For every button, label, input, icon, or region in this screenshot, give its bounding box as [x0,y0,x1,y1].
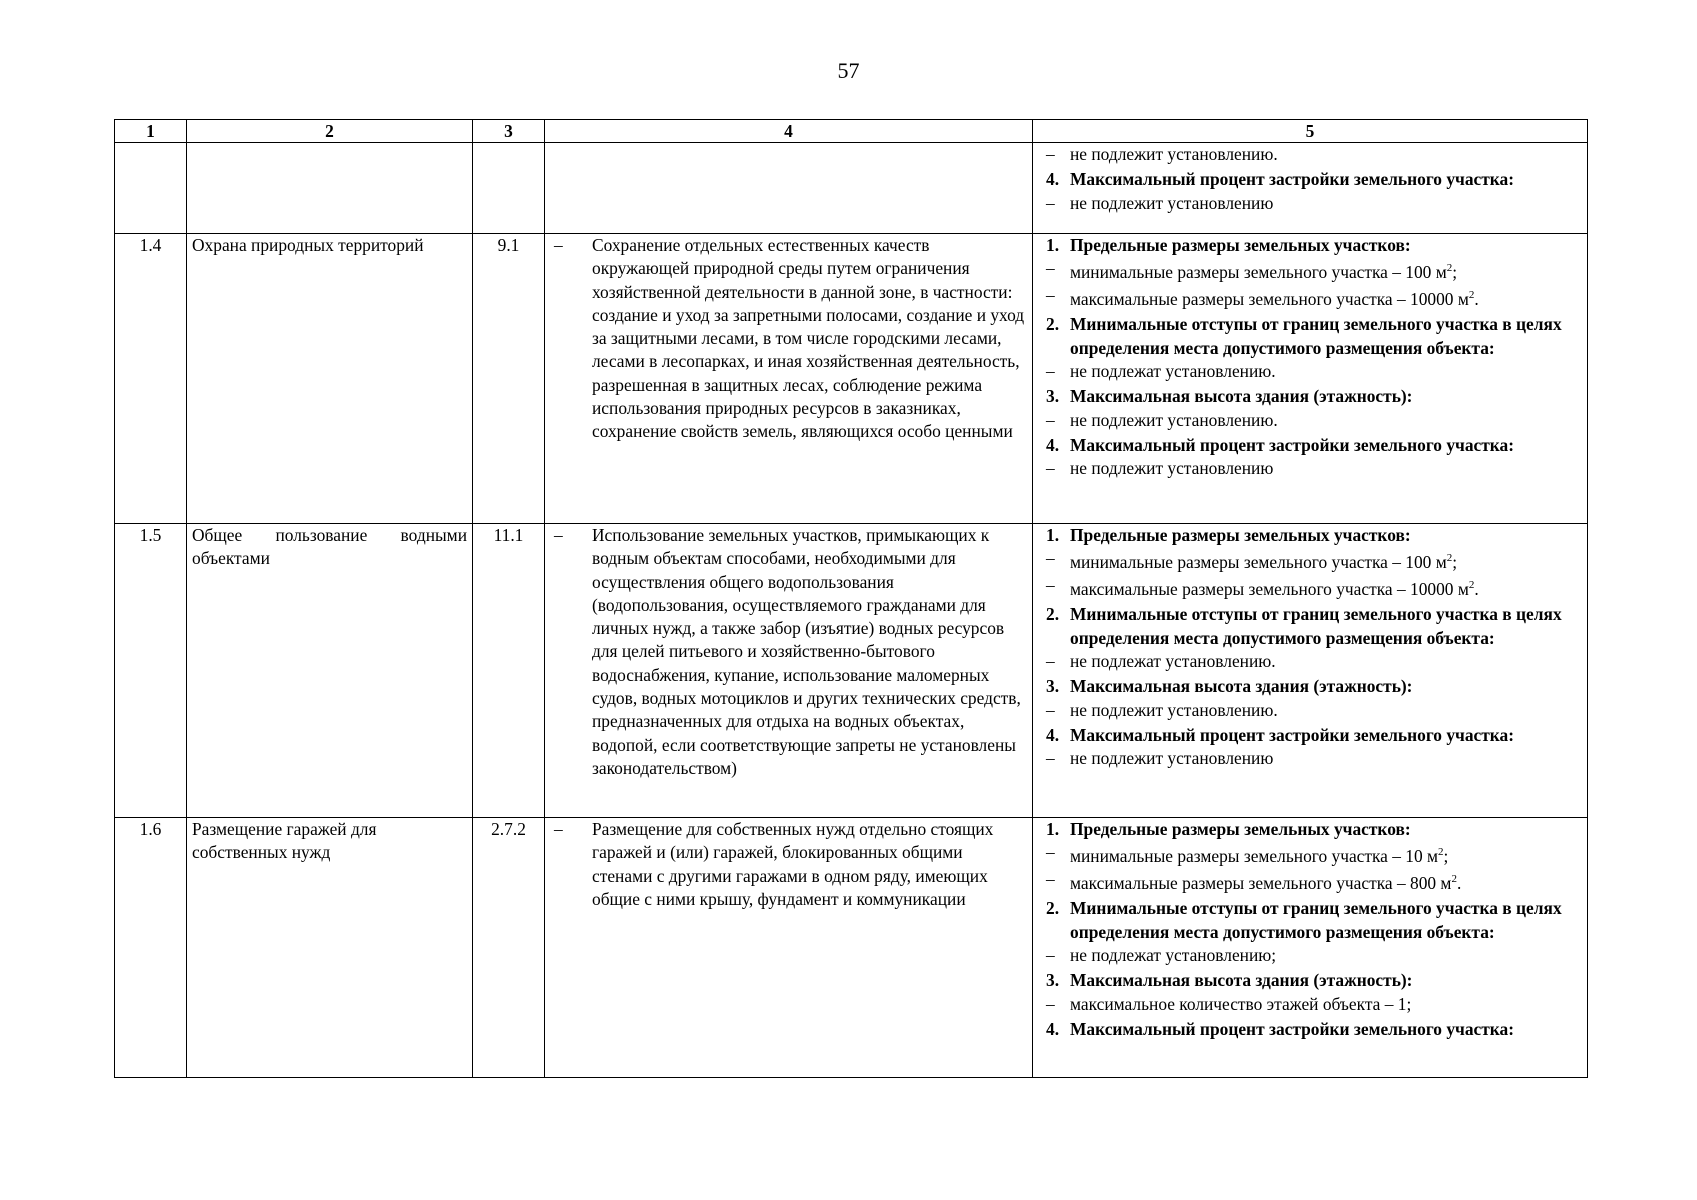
parameter-dash: – [1046,993,1055,1014]
parameter-text-wrap [1070,675,1582,698]
parameter-text-wrap [1070,547,1582,574]
parameter-text-wrap [1070,574,1582,601]
parameter-dash: – [1046,748,1055,769]
use-type-name: Размещение гаражей для собственных нужд [187,818,473,1078]
parameter-text-wrap [1070,724,1582,747]
parameter-text: Максимальный процент застройки земельного участка: [1070,1018,1515,1039]
table-row [115,524,1588,818]
parameter-dash: – [1046,458,1055,479]
description-dash: – [554,235,563,255]
parameter-dash: – [1046,258,1055,279]
parameter-dash: – [1046,285,1055,306]
parameters-cell [1033,143,1588,234]
parameter-text-wrap [1070,944,1582,967]
table-row [115,234,1588,524]
parameter-dash: – [1046,409,1055,430]
parameter-item [1038,650,1582,673]
parameter-text: Предельные размеры земельных участков: [1070,525,1411,545]
superscript: 2 [1438,846,1444,859]
parameter-number: 4. [1046,434,1060,455]
parameter-text-wrap [1070,143,1582,166]
table-row [115,818,1588,1078]
parameter-text-wrap [1070,524,1582,547]
parameter-number: 2. [1046,898,1060,919]
parameter-number: 1. [1046,235,1060,255]
parameter-text: Максимальный процент застройки земельного участка: [1070,434,1515,455]
parameter-dash: – [1046,651,1055,672]
parameter-text: не подлежат установлению. [1070,361,1276,382]
parameter-text-wrap [1070,385,1582,408]
parameter-text: не подлежит установлению. [1070,409,1278,430]
parameter-text: Предельные размеры земельных участков: [1070,235,1411,255]
header-col-5: 5 [1033,120,1588,143]
parameter-heading [1038,524,1582,547]
use-type-name: Общее пользование водными объектами [187,524,473,818]
superscript: 2 [1451,873,1457,886]
parameters-cell [1033,524,1588,818]
parameter-text-wrap [1070,192,1582,215]
parameter-heading [1038,897,1582,944]
parameter-text: Максимальная высота здания (этажность): [1070,676,1413,697]
parameter-item [1038,841,1582,868]
parameter-text-wrap [1070,257,1582,284]
parameter-text: не подлежат установлению; [1070,945,1277,966]
parameter-number: 2. [1046,604,1060,625]
parameter-text-wrap [1070,603,1582,650]
parameter-number: 1. [1046,819,1060,839]
parameter-text: минимальные размеры земельного участка – 10 м [1070,846,1439,867]
parameter-text: Максимальный процент застройки земельного участка: [1070,724,1515,745]
parameter-text: Предельные размеры земельных участков: [1070,819,1411,839]
parameter-dash: – [1046,548,1055,569]
parameter-heading [1038,234,1582,257]
parameter-dash: – [1046,192,1055,213]
parameters-cell [1033,818,1588,1078]
use-type-name [187,143,473,234]
parameter-item [1038,360,1582,383]
parameter-text: Максимальная высота здания (этажность): [1070,386,1413,407]
row-number: 1.5 [115,524,187,818]
parameter-number: 1. [1046,525,1060,545]
use-type-code: 2.7.2 [473,818,545,1078]
parameter-item [1038,868,1582,895]
parameter-text: Минимальные отступы от границ земельного участка в целях определения места допустимого размещения объекта: [1070,604,1562,648]
punctuation: . [1474,289,1479,310]
punctuation: ; [1452,262,1458,283]
parameter-item [1038,143,1582,166]
use-type-name: Охрана природных территорий [187,234,473,524]
parameter-item [1038,409,1582,432]
parameter-text-wrap [1070,434,1582,457]
parameter-item [1038,944,1582,967]
parameter-number: 4. [1046,1018,1060,1039]
use-type-code: 11.1 [473,524,545,818]
parameter-heading [1038,724,1582,747]
parameter-text-wrap [1070,1018,1582,1041]
superscript: 2 [1468,289,1475,302]
parameter-text-wrap [1070,897,1582,944]
parameter-text-wrap [1070,360,1582,383]
superscript: 2 [1446,262,1453,275]
parameter-dash: – [1046,945,1055,966]
parameter-item [1038,547,1582,574]
parameter-text: максимальное количество этажей объекта – 1; [1070,993,1412,1014]
parameter-item [1038,457,1582,480]
parameter-text-wrap [1070,457,1582,480]
parameter-text-wrap [1070,969,1582,992]
use-type-description [545,818,1033,1078]
parameter-item [1038,574,1582,601]
parameter-text-wrap [1070,993,1582,1016]
parameter-text: не подлежит установлению. [1070,144,1278,164]
parameter-text: не подлежит установлению [1070,458,1274,479]
use-type-description [545,143,1033,234]
punctuation: ; [1443,846,1449,867]
parameter-text-wrap [1070,747,1582,770]
parameter-number: 3. [1046,386,1060,407]
parameter-heading [1038,603,1582,650]
parameter-text-wrap [1070,284,1582,311]
header-col-3: 3 [473,120,545,143]
parameters-cell [1033,234,1588,524]
parameter-text: не подлежит установлению [1070,192,1274,213]
parameter-item [1038,747,1582,770]
parameter-text: Минимальные отступы от границ земельного участка в целях определения места допустимого размещения объекта: [1070,314,1562,358]
use-type-code [473,143,545,234]
parameter-number: 4. [1046,724,1060,745]
description-text: Сохранение отдельных естественных качеств окружающей природной среды путем ограничения хозяйственной деятельности в данной зоне, в частности: создание и уход за запретными полосами, создание и уход за защитными лесами, в том числе городскими лесами, лесами в лесопарках, и иная хозяйственная деятельность, разрешенная в защитных лесах, соблюдение режима использования природных ресурсов в заказниках, сохранение свойств земель, являющихся особо ценными [592,235,1025,442]
page-number: 57 [837,58,860,83]
parameter-dash: – [1046,361,1055,382]
punctuation: ; [1452,552,1458,573]
parameter-text: максимальные размеры земельного участка – 10000 м [1070,289,1469,310]
parameter-heading [1038,969,1582,992]
parameter-text-wrap [1070,234,1582,257]
parameter-number: 3. [1046,676,1060,697]
table-row [115,143,1588,234]
parameter-text: Максимальная высота здания (этажность): [1070,970,1413,991]
row-number [115,143,187,234]
parameter-number: 4. [1046,169,1060,190]
header-col-1: 1 [115,120,187,143]
parameter-text-wrap [1070,313,1582,360]
parameter-text-wrap [1070,650,1582,673]
parameter-number: 2. [1046,314,1060,335]
parameter-heading [1038,675,1582,698]
description-text: Размещение для собственных нужд отдельно стоящих гаражей и (или) гаражей, блокированных общими стенами с другими гаражами в одном ряду, имеющих общие с ними крышу, фундамент и коммуникации [592,819,994,909]
parameter-text-wrap [1070,409,1582,432]
parameter-heading [1038,818,1582,841]
parameter-text: Максимальный процент застройки земельного участка: [1070,169,1515,190]
parameter-item [1038,257,1582,284]
header-col-4: 4 [545,120,1033,143]
parameter-text: максимальные размеры земельного участка – 10000 м [1070,579,1469,600]
parameter-dash: – [1046,144,1055,164]
parameter-text-wrap [1070,699,1582,722]
punctuation: . [1456,873,1462,894]
parameter-text-wrap [1070,868,1582,895]
description-dash: – [554,525,563,545]
description-text: Использование земельных участков, примыкающих к водным объектам способами, необходимыми для осуществления общего водопользования (водопользования, осуществляемого гражданами для личных нужд, а также забор (изъятие) водных ресурсов для целей питьевого и хозяйственно-бытового водоснабжения, купание, использование маломерных судов, водных мотоциклов и других технических средств, предназначенных для отдыха на водных объектах, водопой, если соответствующие запреты не установлены законодательством) [592,525,1021,778]
parameter-dash: – [1046,699,1055,720]
use-type-description [545,234,1033,524]
parameter-text: не подлежит установлению. [1070,699,1278,720]
parameter-dash: – [1046,842,1055,863]
use-type-code: 9.1 [473,234,545,524]
header-col-2: 2 [187,120,473,143]
parameter-text: минимальные размеры земельного участка – 100 м [1070,262,1447,283]
parameter-text: Минимальные отступы от границ земельного участка в целях определения места допустимого размещения объекта: [1070,898,1562,942]
parameter-heading [1038,434,1582,457]
parameter-heading [1038,313,1582,360]
parameter-item [1038,192,1582,215]
parameter-text: минимальные размеры земельного участка – 100 м [1070,552,1447,573]
row-number: 1.4 [115,234,187,524]
superscript: 2 [1446,552,1453,565]
parameter-text: максимальные размеры земельного участка – 800 м [1070,873,1452,894]
parameter-item [1038,699,1582,722]
parameter-heading [1038,385,1582,408]
parameter-item [1038,993,1582,1016]
description-dash: – [554,819,563,839]
parameter-heading [1038,1018,1582,1041]
superscript: 2 [1468,579,1475,592]
parameter-text-wrap [1070,818,1582,841]
parameter-text: не подлежит установлению [1070,748,1274,769]
parameter-dash: – [1046,575,1055,596]
table-header-row [115,120,1588,143]
use-type-description [545,524,1033,818]
parameter-item [1038,284,1582,311]
parameter-text-wrap [1070,841,1582,868]
parameter-text: не подлежат установлению. [1070,651,1276,672]
parameter-dash: – [1046,869,1055,890]
punctuation: . [1474,579,1479,600]
land-use-table [114,119,1588,1078]
row-number: 1.6 [115,818,187,1078]
parameter-number: 3. [1046,970,1060,991]
parameter-heading [1038,168,1582,191]
parameter-text-wrap [1070,168,1582,191]
